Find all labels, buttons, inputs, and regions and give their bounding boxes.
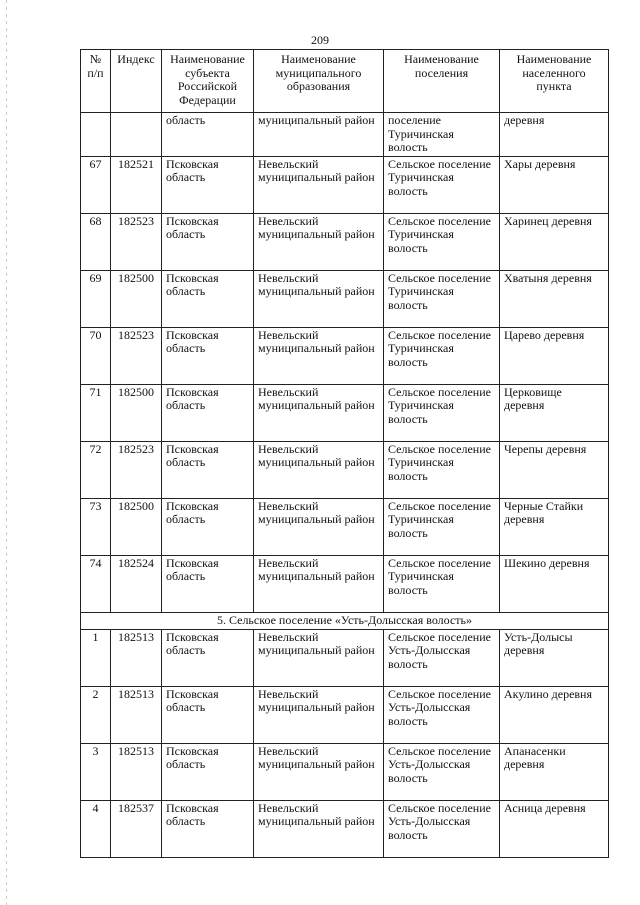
cell-municipality: Невельский муниципальный район xyxy=(254,156,384,213)
cell-index: 182523 xyxy=(111,213,162,270)
cell-settlement: Сельское поселение Усть-Долысская волость xyxy=(384,686,500,743)
cell-settlement: Сельское поселение Усть-Долысская волость xyxy=(384,629,500,686)
cell-num: 67 xyxy=(81,156,111,213)
cell-settlement: Сельское поселение Туричинская волость xyxy=(384,498,500,555)
cell-subject: Псковская область xyxy=(162,384,254,441)
table-row xyxy=(81,384,609,441)
table-header-row xyxy=(81,50,609,113)
cell-settlement: поселение Туричинская волость xyxy=(384,113,500,157)
page-number: 209 xyxy=(311,33,329,47)
scan-edge-line xyxy=(6,0,7,905)
cell-index: 182500 xyxy=(111,270,162,327)
cell-subject: Псковская область xyxy=(162,270,254,327)
cell-municipality: муниципальный район xyxy=(254,113,384,157)
cell-subject: Псковская область xyxy=(162,441,254,498)
cell-settlement: Сельское поселение Туричинская волость xyxy=(384,441,500,498)
cell-num: 70 xyxy=(81,327,111,384)
cell-settlement: Сельское поселение Туричинская волость xyxy=(384,555,500,612)
header-subject: Наименование субъекта Российской Федерации xyxy=(162,50,254,113)
cell-settlement: Сельское поселение Усть-Долысская волость xyxy=(384,800,500,857)
cell-settlement: Сельское поселение Усть-Долысская волость xyxy=(384,743,500,800)
cell-num: 4 xyxy=(81,800,111,857)
cell-index: 182500 xyxy=(111,498,162,555)
table-row xyxy=(81,555,609,612)
cell-locality: Черепы деревня xyxy=(500,441,609,498)
cell-municipality: Невельский муниципальный район xyxy=(254,384,384,441)
cell-index: 182537 xyxy=(111,800,162,857)
cell-subject: область xyxy=(162,113,254,157)
cell-subject: Псковская область xyxy=(162,213,254,270)
cell-num: 1 xyxy=(81,629,111,686)
section-heading-row xyxy=(81,612,609,629)
table-row xyxy=(81,327,609,384)
cell-municipality: Невельский муниципальный район xyxy=(254,800,384,857)
continuation-row xyxy=(81,113,609,157)
cell-locality: деревня xyxy=(500,113,609,157)
settlements-table xyxy=(80,49,609,858)
cell-locality: Апанасенки деревня xyxy=(500,743,609,800)
cell-locality: Шекино деревня xyxy=(500,555,609,612)
cell-locality: Черные Стайки деревня xyxy=(500,498,609,555)
cell-municipality: Невельский муниципальный район xyxy=(254,498,384,555)
cell-index: 182513 xyxy=(111,629,162,686)
table-row xyxy=(81,441,609,498)
table-row xyxy=(81,498,609,555)
cell-subject: Псковская область xyxy=(162,156,254,213)
cell-locality: Царево деревня xyxy=(500,327,609,384)
cell-index: 182513 xyxy=(111,686,162,743)
cell-municipality: Невельский муниципальный район xyxy=(254,327,384,384)
cell-num: 73 xyxy=(81,498,111,555)
cell-subject: Псковская область xyxy=(162,743,254,800)
section-title: 5. Сельское поселение «Усть-Долысская волость» xyxy=(81,612,609,629)
cell-index: 182523 xyxy=(111,327,162,384)
cell-index: 182513 xyxy=(111,743,162,800)
cell-index: 182521 xyxy=(111,156,162,213)
cell-locality: Церковище деревня xyxy=(500,384,609,441)
cell-locality: Усть-Долысы деревня xyxy=(500,629,609,686)
table-row xyxy=(81,686,609,743)
cell-num: 74 xyxy=(81,555,111,612)
table-row xyxy=(81,743,609,800)
cell-locality: Акулино деревня xyxy=(500,686,609,743)
cell-subject: Псковская область xyxy=(162,686,254,743)
cell-locality: Харинец деревня xyxy=(500,213,609,270)
cell-settlement: Сельское поселение Туричинская волость xyxy=(384,213,500,270)
cell-municipality: Невельский муниципальный район xyxy=(254,270,384,327)
cell-subject: Псковская область xyxy=(162,327,254,384)
cell-index: 182524 xyxy=(111,555,162,612)
cell-locality: Асница деревня xyxy=(500,800,609,857)
header-index: Индекс xyxy=(111,50,162,113)
cell-municipality: Невельский муниципальный район xyxy=(254,686,384,743)
cell-index: 182523 xyxy=(111,441,162,498)
cell-locality: Хары деревня xyxy=(500,156,609,213)
cell-municipality: Невельский муниципальный район xyxy=(254,555,384,612)
header-settlement: Наименование поселения xyxy=(384,50,500,113)
cell-subject: Псковская область xyxy=(162,629,254,686)
table-row xyxy=(81,156,609,213)
cell-settlement: Сельское поселение Туричинская волость xyxy=(384,384,500,441)
cell-locality: Хватыня деревня xyxy=(500,270,609,327)
table-row xyxy=(81,800,609,857)
cell-subject: Псковская область xyxy=(162,498,254,555)
cell-municipality: Невельский муниципальный район xyxy=(254,629,384,686)
cell-subject: Псковская область xyxy=(162,555,254,612)
cell-municipality: Невельский муниципальный район xyxy=(254,441,384,498)
cell-settlement: Сельское поселение Туричинская волость xyxy=(384,270,500,327)
header-locality: Наименование населенного пункта xyxy=(500,50,609,113)
cell-num: 68 xyxy=(81,213,111,270)
cell-settlement: Сельское поселение Туричинская волость xyxy=(384,156,500,213)
cell-num: 2 xyxy=(81,686,111,743)
cell-index: 182500 xyxy=(111,384,162,441)
cell-index xyxy=(111,113,162,157)
cell-settlement: Сельское поселение Туричинская волость xyxy=(384,327,500,384)
cell-num: 71 xyxy=(81,384,111,441)
table-row xyxy=(81,213,609,270)
header-num: № п/п xyxy=(81,50,111,113)
cell-num: 72 xyxy=(81,441,111,498)
cell-num: 3 xyxy=(81,743,111,800)
table-row xyxy=(81,270,609,327)
cell-num: 69 xyxy=(81,270,111,327)
table-row xyxy=(81,629,609,686)
cell-subject: Псковская область xyxy=(162,800,254,857)
cell-num xyxy=(81,113,111,157)
cell-municipality: Невельский муниципальный район xyxy=(254,213,384,270)
header-municipality: Наименование муниципального образования xyxy=(254,50,384,113)
cell-municipality: Невельский муниципальный район xyxy=(254,743,384,800)
